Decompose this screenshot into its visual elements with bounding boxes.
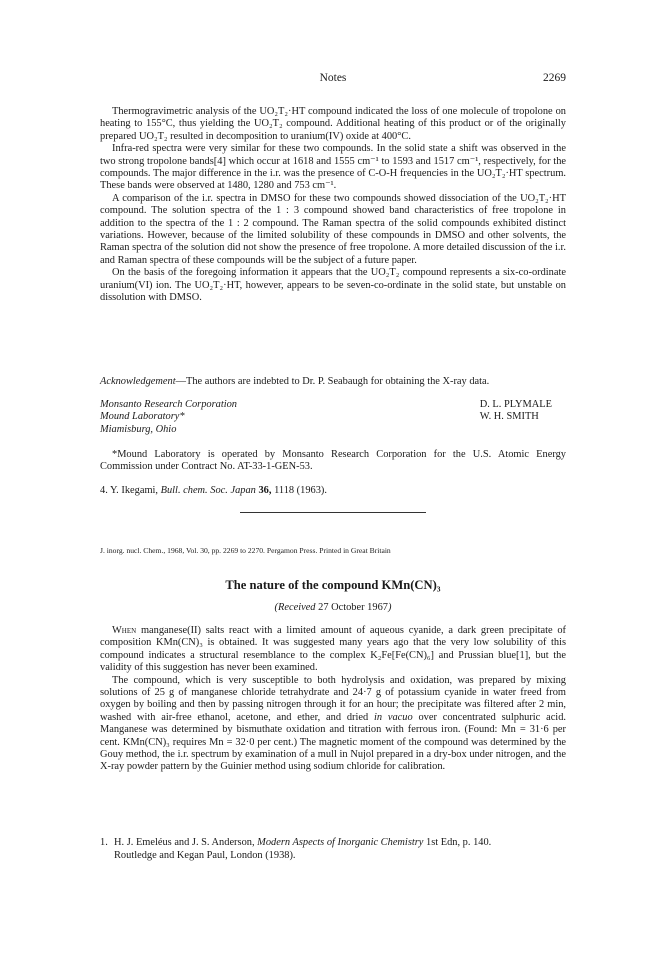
first-word: When xyxy=(112,625,137,636)
paragraph-conclusion: On the basis of the foregoing information it appears that the UO₂T₂ compound represents a six-co-ordinate uranium(VI) ion. The UO₂T₂·HT, however, appears to be seven-co-ordinate in the solid state, but unstable on dissolution with DMSO. xyxy=(100,267,566,304)
author-name: D. L. PLYMALE xyxy=(479,399,552,410)
affiliation-line: Miamisburg, Ohio xyxy=(100,423,177,435)
paragraph-italic: in vacuo xyxy=(373,711,413,723)
acknowledgement-text: —The authors are indebted to Dr. P. Seabaugh for obtaining the X-ray data. xyxy=(175,376,490,387)
reference-authors: H. J. Emeléus and J. S. Anderson, xyxy=(114,837,255,848)
reference-book: Modern Aspects of Inorganic Chemistry xyxy=(257,837,424,848)
reference-1 xyxy=(100,836,566,862)
reference-number: 1. xyxy=(100,837,108,848)
reference-publisher: Routledge and Kegan Paul, London (1938). xyxy=(114,850,296,861)
reference-number: 4. xyxy=(100,485,108,496)
reference-edition: 1st Edn, p. 140. xyxy=(426,837,492,848)
section-divider xyxy=(240,512,426,513)
notes-body xyxy=(100,106,566,305)
affiliation-line: Mound Laboratory* xyxy=(100,411,185,423)
reference-volume: 36, xyxy=(258,485,272,496)
article-paragraph-2 xyxy=(100,675,566,774)
paragraph-text: manganese(II) salts react with a limited amount of aqueous cyanide, a dark green precipitate of composition KMn(CN)₃ is obtained. It was suggested many years ago that the very low solubility of this compound indicates a structural resemblance to the complex K₂Fe[Fe(CN)₆] and Prussian blue[1], but the validity of this suggestion has never been examined. xyxy=(100,625,566,674)
article-paragraph-1 xyxy=(100,625,566,675)
reference-pages: 1118 (1963). xyxy=(274,485,327,496)
paragraph-infrared: Infra-red spectra were very similar for these two compounds. In the solid state a shift was observed in the two strong tropolone bands[4] which occur at 1618 and 1555 cm⁻¹ to 1593 and 1517 cm⁻¹, respectively, for the compounds. The major difference in the i.r. was the presence of C-O-H frequencies in the UO₂T₂·HT spectrum. These bands were observed at 1480, 1280 and 753 cm⁻¹. xyxy=(100,143,566,192)
journal-citation-line: J. inorg. nucl. Chem., 1968, Vol. 30, pp. 2269 to 2270. Pergamon Press. Printed in Great Britain xyxy=(100,546,391,555)
received-label: Received xyxy=(278,602,316,613)
page-number: 2269 xyxy=(543,72,566,84)
paragraph-thermogravimetric: Thermogravimetric analysis of the UO₂T₂·HT compound indicated the loss of one molecule of tropolone on heating to 155°C, thus yielding the UO₂T₂ compound. Additional heating of this product or of the originally prepared UO₂T₂ resulted in decomposition to uranium(IV) oxide at 400°C. xyxy=(100,106,566,142)
running-head: Notes xyxy=(319,72,347,84)
reference-4 xyxy=(100,485,566,497)
acknowledgement-label: Acknowledgement xyxy=(100,376,176,387)
article-title: The nature of the compound KMn(CN)₃ xyxy=(225,578,441,592)
received-date-value: 27 October 1967 xyxy=(318,602,388,613)
author-names xyxy=(480,399,552,424)
reference-journal: Bull. chem. Soc. Japan xyxy=(160,485,256,496)
page-header xyxy=(100,72,566,86)
paragraph-dmso-comparison: A comparison of the i.r. spectra in DMSO for these two compounds showed dissociation of the UO₂T₂·HT compound. The solution spectra of the 1 : 3 compound showed band characteristics of free tropolone in addition to the spectra of the 1 : 2 compound. The Raman spectra of the solid compounds exhibited distinct variations. However, because of the limited solubility of these compounds in DMSO and other solvents, the Raman spectra of the solution did not show the presence of free tropolone. A more detailed discussion of the i.r. and Raman spectra of these compounds will be the subject of a future paper. xyxy=(100,192,566,266)
footnote: *Mound Laboratory is operated by Monsanto Research Corporation for the U.S. Atomic Energy Commission under Contract No. AT-33-1-GEN-53. xyxy=(100,449,566,473)
paragraph-text: over concentrated sulphuric acid. Manganese was determined by bismuthate oxidation and titration with ferrous iron. (Found: Mn = 31·6 per cent. KMn(CN)₃ requires Mn = 32·0 per cent.) The magnetic moment of the compound was determined by the Gouy method, the i.r. spectrum by examination of a mull in Nujol prepared in a dry-box under nitrogen, and the X-ray powder pattern by the Guinier method using sodium chloride for calibration. xyxy=(100,711,566,773)
affiliation-line: Monsanto Research Corporation xyxy=(100,399,237,410)
paragraph-text: The compound, which is very susceptible to both hydrolysis and oxidation, was prepared by mixing solutions of 25 g of manganese chloride tetrahydrate and 24·7 g of potassium cyanide in water freed from oxygen by boiling and then by passing nitrogen through it for an hour; the precipitate was filtered after 2 min, washed with air-free ethanol, acetone, and ether, and dried xyxy=(100,674,566,723)
author-block xyxy=(100,399,566,436)
author-name: W. H. SMITH xyxy=(479,411,539,423)
received-date: (Received 27 October 1967) xyxy=(274,602,392,613)
reference-line xyxy=(100,836,566,849)
reference-authors: Y. Ikegami, xyxy=(110,485,159,496)
article-body xyxy=(100,625,566,774)
acknowledgement xyxy=(100,376,566,388)
